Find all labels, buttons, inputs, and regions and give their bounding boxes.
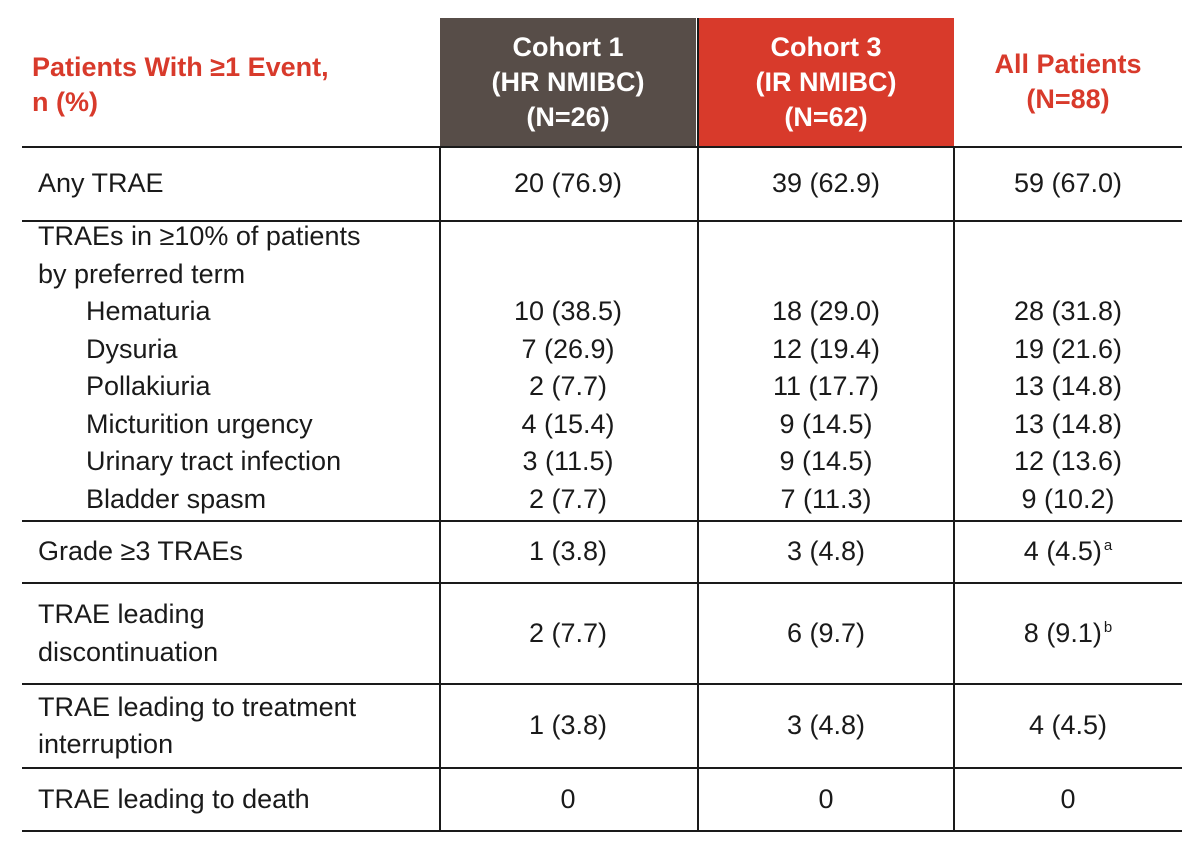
- pt-cohort1-values: [440, 293, 696, 518]
- header-cohort3-line: Cohort 3: [770, 31, 882, 62]
- header-label-cell: [22, 18, 440, 146]
- pt-heading-line: by preferred term: [38, 258, 246, 289]
- pt-item-label: Dysuria: [86, 333, 178, 364]
- cohort1-value: 1 (3.8): [528, 536, 608, 567]
- table-row: [22, 769, 1182, 830]
- cohort3-value: 3 (4.8): [786, 536, 866, 567]
- pt-heading-line: TRAEs in ≥10% of patients: [38, 221, 361, 251]
- table-row: [22, 685, 1182, 767]
- cohort3-value: 7 (11.3): [780, 483, 872, 514]
- footnote-marker: a: [1103, 537, 1113, 555]
- cohort3-value: 18 (29.0): [771, 296, 881, 326]
- cohort3-value: 9 (14.5): [779, 446, 873, 476]
- cohort3-value: 11 (17.7): [772, 371, 880, 401]
- row-label-line: TRAE leading: [38, 599, 205, 629]
- cohort1-value: 3 (11.5): [522, 446, 614, 476]
- row-label-cell: [38, 685, 438, 767]
- header-all-cell: [954, 18, 1182, 146]
- all-value-cell: [954, 584, 1182, 683]
- cohort1-value: 7 (26.9): [521, 333, 615, 364]
- cohort3-value: 0: [818, 783, 834, 814]
- all-value: 28 (31.8): [1013, 296, 1123, 326]
- header-cohort3-line: (IR NMIBC): [755, 66, 897, 97]
- cohort1-value: 1 (3.8): [528, 710, 608, 741]
- table-row: [22, 584, 1182, 683]
- all-value: 9 (10.2): [1021, 483, 1115, 514]
- pt-all-values: [954, 293, 1182, 518]
- all-value: 12 (13.6): [1013, 446, 1123, 476]
- header-label-line: n (%): [32, 87, 98, 117]
- all-value: 59 (67.0): [1013, 168, 1123, 199]
- all-value: 8 (9.1): [1023, 617, 1102, 648]
- row-divider: [22, 830, 1182, 832]
- cohort3-value: 3 (4.8): [786, 710, 866, 741]
- footnote-marker: b: [1103, 618, 1113, 636]
- header-cohort3-cell: [698, 18, 954, 146]
- table-row-preferred-term: [22, 222, 1182, 520]
- header-cohort1-line: (HR NMIBC): [491, 66, 645, 97]
- all-value: 13 (14.8): [1013, 371, 1123, 401]
- pt-item-label: Hematuria: [86, 296, 211, 326]
- pt-item-label: Bladder spasm: [86, 483, 267, 514]
- all-value: 13 (14.8): [1013, 408, 1123, 439]
- cohort1-value: 2 (7.7): [528, 617, 608, 648]
- cohort1-value: 20 (76.9): [513, 168, 623, 199]
- pt-item-label: Urinary tract infection: [86, 446, 342, 476]
- row-label: Grade ≥3 TRAEs: [38, 536, 243, 567]
- header-all-line: All Patients: [994, 49, 1142, 79]
- pt-item-label: Pollakiuria: [86, 371, 211, 401]
- cohort1-value: 0: [560, 783, 576, 814]
- header-label-line: Patients With ≥1 Event,: [32, 52, 329, 82]
- pt-item-label: Micturition urgency: [86, 408, 313, 439]
- cohort1-value: 4 (15.4): [521, 408, 615, 439]
- cohort3-value: 6 (9.7): [786, 617, 866, 648]
- all-value: 4 (4.5): [1028, 710, 1108, 741]
- all-value: 0: [1060, 783, 1076, 814]
- row-label-line: discontinuation: [38, 636, 219, 667]
- header-cohort3-line: (N=62): [784, 101, 868, 132]
- all-value: 19 (21.6): [1013, 333, 1123, 364]
- all-value: 4 (4.5): [1023, 536, 1102, 567]
- cohort1-value: 2 (7.7): [528, 371, 608, 401]
- cohort1-value: 10 (38.5): [513, 296, 623, 326]
- row-label-cell: [38, 584, 438, 683]
- cohort3-value: 9 (14.5): [779, 408, 873, 439]
- row-label-line: interruption: [38, 729, 174, 759]
- row-label: Any TRAE: [38, 168, 164, 199]
- cohort3-value: 39 (62.9): [771, 168, 881, 199]
- trae-table: [22, 18, 1182, 833]
- all-value-cell: [954, 522, 1182, 582]
- header-all-line: (N=88): [1026, 84, 1110, 114]
- header-cohort1-cell: [440, 18, 696, 146]
- table-row: [22, 148, 1182, 220]
- cohort1-value: 2 (7.7): [528, 483, 608, 514]
- table-row: [22, 522, 1182, 582]
- pt-label-block: [38, 218, 438, 518]
- cohort3-value: 12 (19.4): [771, 333, 881, 364]
- row-label-line: TRAE leading to treatment: [38, 691, 357, 722]
- row-label: TRAE leading to death: [38, 783, 310, 814]
- header-cohort1-line: Cohort 1: [512, 31, 624, 62]
- pt-cohort3-values: [698, 293, 954, 518]
- header-cohort1-line: (N=26): [526, 101, 610, 132]
